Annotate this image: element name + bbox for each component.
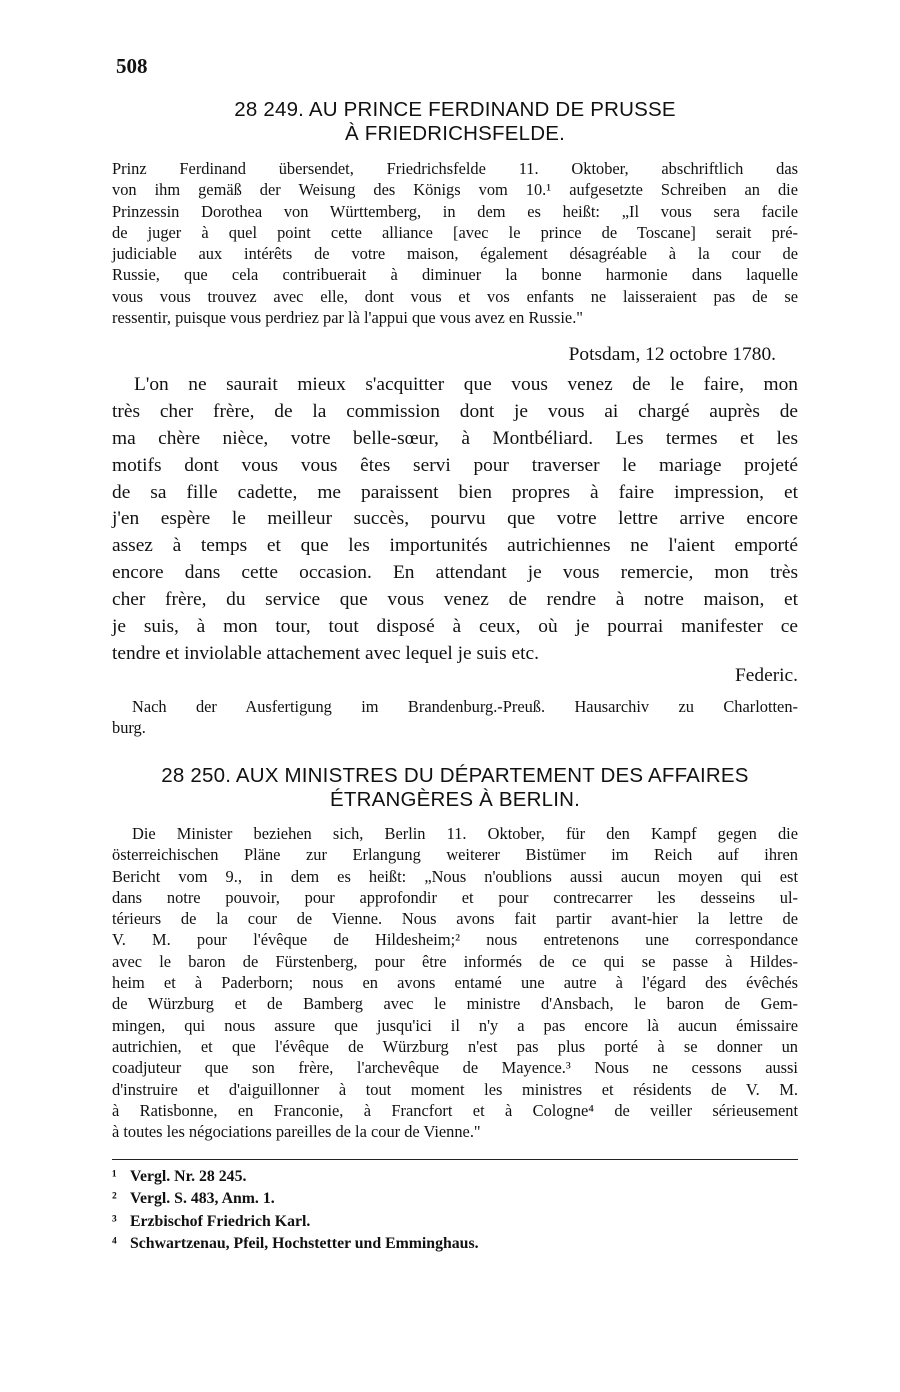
letter-line: très cher frère, de la commission dont je vous ai chargé auprès de <box>112 400 798 422</box>
summary-28249 <box>112 158 798 328</box>
summary-line: autrichien, et que l'évêque de Würzburg n'est pas plus porté à se donner un <box>112 1036 798 1056</box>
summary-line: à Ratisbonne, en Franconie, à Francfort et à Cologne⁴ de veiller sérieusement <box>112 1100 798 1120</box>
footnote <box>112 1188 479 1210</box>
letter-line: de sa fille cadette, me paraissent bien propres à faire impression, et <box>112 481 798 503</box>
summary-line: avec le baron de Fürstenberg, pour être informés de ce qui se passe à Hildes- <box>112 951 798 971</box>
summary-line: österreichischen Pläne zur Erlangung weiterer Bistümer im Reich auf ihren <box>112 845 798 865</box>
letter-line: cher frère, du service que vous venez de rendre à notre maison, et <box>112 589 798 611</box>
source-note <box>112 696 798 738</box>
letter-heading-28250 <box>110 764 800 812</box>
footnotes <box>112 1166 479 1255</box>
footnote-mark: ³ <box>112 1212 117 1230</box>
letter-heading-28249 <box>110 98 800 146</box>
heading-line: ÉTRANGÈRES À BERLIN. <box>329 788 581 811</box>
footnote-mark: ⁴ <box>112 1234 117 1252</box>
heading-line: À FRIEDRICHSFELDE. <box>344 122 566 145</box>
footnote <box>112 1211 479 1233</box>
summary-line: V. M. pour l'évêque de Hildesheim;² nous entretenons une correspondance <box>112 930 798 950</box>
summary-line: Russie, que cela contribuerait à diminuer la bonne harmonie dans laquelle <box>112 265 798 285</box>
letter-line: j'en espère le meilleur succès, pourvu que votre lettre arrive encore <box>112 508 798 530</box>
signature: Federic. <box>735 665 798 686</box>
source-line: Nach der Ausfertigung im Brandenburg.-Preuß. Hausarchiv zu Charlotten- <box>132 697 798 716</box>
letter-line: ma chère nièce, votre belle-sœur, à Montbéliard. Les termes et les <box>112 427 798 449</box>
letter-body <box>112 372 798 668</box>
footnote-text: Erzbischof Friedrich Karl. <box>130 1212 311 1230</box>
summary-line: d'instruire et d'aiguillonner à tout moment les ministres et résidents de V. M. <box>112 1079 798 1099</box>
letter-line: tendre et inviolable attachement avec lequel je suis etc. <box>112 642 539 664</box>
place-date: Potsdam, 12 octobre 1780. <box>568 344 776 365</box>
source-line: burg. <box>112 718 146 737</box>
summary-line: Die Minister beziehen sich, Berlin 11. Oktober, für den Kampf gegen die <box>132 824 798 843</box>
summary-line: ressentir, puisque vous perdriez par là l'appui que vous avez en Russie." <box>112 308 583 328</box>
footnote-text: Schwartzenau, Pfeil, Hochstetter und Emminghaus. <box>130 1234 479 1252</box>
summary-line: judiciable aux intérêts de votre maison, également désagréable à la cour de <box>112 244 798 264</box>
footnote-mark: ¹ <box>112 1168 117 1185</box>
summary-line: à toutes les négociations pareilles de la cour de Vienne." <box>112 1122 481 1142</box>
summary-line: Prinzessin Dorothea von Württemberg, in dem es heißt: „Il vous sera facile <box>112 201 798 221</box>
footnote <box>112 1233 479 1255</box>
summary-line: Prinz Ferdinand übersendet, Friedrichsfelde 11. Oktober, abschriftlich das <box>112 159 798 178</box>
footnote-divider <box>112 1159 798 1160</box>
summary-line: vous vous trouvez avec elle, dont vous et vos enfants ne laisseraient pas de se <box>112 286 798 306</box>
footnote-text: Vergl. Nr. 28 245. <box>130 1168 247 1185</box>
summary-line: heim et à Paderborn; nous en avons entamé une autre à l'égard des évêchés <box>112 973 798 993</box>
summary-line: térieurs de la cour de Vienne. Nous avons fait partir avant-hier la lettre de <box>112 909 798 929</box>
summary-line: de juger à quel point cette alliance [avec le prince de Toscane] serait pré- <box>112 222 798 242</box>
letter-line: assez à temps et que les importunités autrichiennes ne l'aient emporté <box>112 535 798 557</box>
letter-line: L'on ne saurait mieux s'acquitter que vous venez de le faire, mon <box>134 374 798 395</box>
letter-line: je suis, à mon tour, tout disposé à ceux, où je pourrai manifester ce <box>112 616 798 638</box>
heading-line: 28 249. AU PRINCE FERDINAND DE PRUSSE <box>234 98 676 121</box>
summary-line: de Würzburg et de Bamberg avec le ministre d'Ansbach, le baron de Gem- <box>112 994 798 1014</box>
summary-line: Bericht vom 9., in dem es heißt: „Nous n'oublions aussi aucun moyen qui est <box>112 866 798 886</box>
letter-line: motifs dont vous vous êtes servi pour traverser le mariage projeté <box>112 454 798 476</box>
heading-line: 28 250. AUX MINISTRES DU DÉPARTEMENT DES AFFAIRES <box>161 764 749 787</box>
footnote <box>112 1166 479 1188</box>
summary-28250 <box>112 823 798 1142</box>
summary-line: dans notre pouvoir, pour approfondir et pour contrecarrer les desseins ul- <box>112 887 798 907</box>
summary-line: mingen, qui nous assure que jusqu'ici il n'y a pas encore là aucun émissaire <box>112 1015 798 1035</box>
footnote-text: Vergl. S. 483, Anm. 1. <box>130 1190 275 1208</box>
letter-line: encore dans cette occasion. En attendant je vous remercie, mon très <box>112 562 798 584</box>
summary-line: von ihm gemäß der Weisung des Königs vom 10.¹ aufgesetzte Schreiben an die <box>112 180 798 200</box>
summary-line: coadjuteur que son frère, l'archevêque de Mayence.³ Nous ne cessons aussi <box>112 1058 798 1078</box>
footnote-mark: ² <box>112 1190 117 1208</box>
page-number: 508 <box>116 54 148 78</box>
